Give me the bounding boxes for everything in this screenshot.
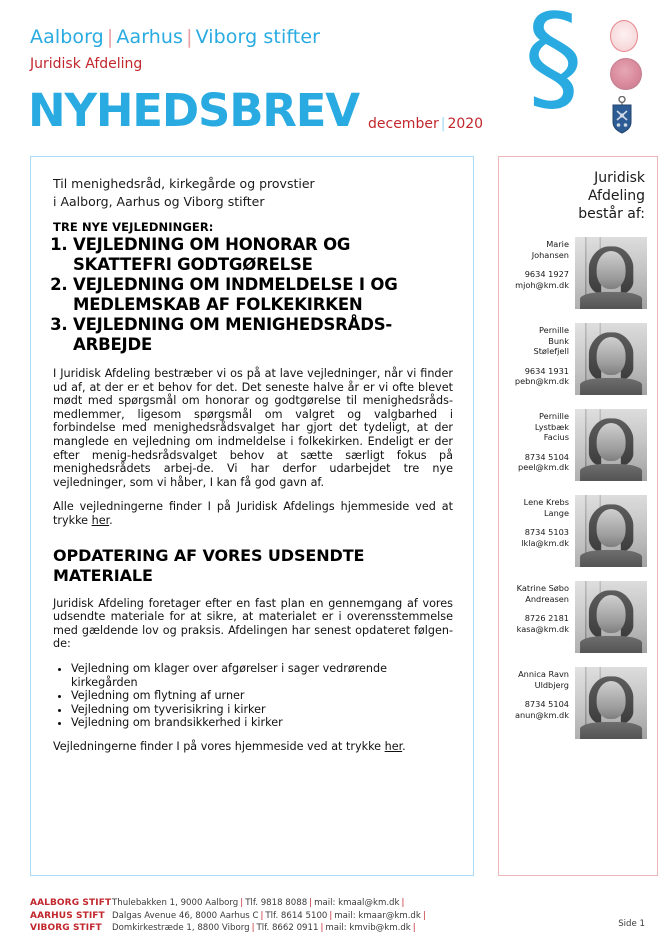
footer-row-aarhus: [30, 910, 645, 923]
staff-phone: 8734 5103: [524, 527, 569, 537]
footer-pipe: |: [260, 910, 264, 921]
list-item: • Vejledning om flytning af urner: [71, 689, 453, 703]
closing-here-link[interactable]: her: [384, 739, 403, 753]
footer-phone: Tlf. 9818 8088: [245, 898, 308, 908]
sidebar-title-line-1: Juridisk: [594, 170, 645, 186]
intro-paragraph: I Juridisk Afdeling bestræber vi os på at lave vejledninger, når vi finder ud af, at der er et behov for det. Det seneste halve år er vi ofte blevet mødt med spørgsmål om honorar og godtgørelse til menighedsråds-medlemmer, ligesom spørgsmål om valgret og valgbarhed i forbindelse med menighedsrådsvalget har gjort det tydeligt, at der manglede en vejledning om indmeldelse i folkekirken. Endeligt er der efter menig-hedsrådsvalget behov at sætte særligt fokus på menighedsrådets arbej-de. Vi har derfor udarbejdet tre nye vejledninger, som vi håber, I kan få god gavn af.: [53, 367, 453, 489]
footer-phone: Tlf. 8614 5100: [265, 910, 328, 921]
section-heading-materiale: OPDATERING AF VORES UDSENDTE MATERIALE: [53, 545, 365, 585]
guides-link-text-before: Alle vejledningerne finder I på Juridisk Afdelings hjemmeside ved at trykke: [53, 500, 453, 527]
footer-address: Thulebakken 1, 9000 Aalborg: [112, 898, 239, 908]
staff-name-line-2: Uldbjerg: [534, 679, 569, 690]
staff-name-line-1: Marie: [546, 239, 569, 249]
closing-link-paragraph: [53, 740, 453, 754]
footer-label: AARHUS STIFT: [30, 910, 105, 921]
staff-name-line-1: Lene Krebs: [523, 497, 569, 507]
footer-pipe: |: [309, 898, 313, 908]
closing-text-after: .: [402, 739, 406, 753]
list-item: • Vejledning om brandsikkerhed i kirker: [71, 716, 453, 730]
staff-card: [499, 409, 657, 481]
addressee-line-2: i Aalborg, Aarhus og Viborg stifter: [53, 194, 265, 209]
staff-name-line-1: Pernille: [539, 411, 569, 421]
addressee-block: [53, 175, 453, 211]
footer-row-aalborg: [30, 897, 645, 910]
aalborg-seal-icon: [610, 20, 638, 52]
footer-pipe: |: [329, 910, 333, 921]
guides-here-link[interactable]: her: [91, 513, 110, 527]
staff-card: [499, 667, 657, 739]
staff-meta: [503, 323, 575, 387]
diocese-aalborg: Aalborg: [30, 26, 104, 48]
staff-meta: [503, 667, 575, 720]
staff-name-line-2: Johansen: [531, 249, 569, 260]
paragraph-section-icon: §: [524, 0, 583, 126]
page-number: Side 1: [618, 919, 645, 929]
footer-label: VIBORG STIFT: [30, 923, 102, 933]
newsletter-masthead: NYHEDSBREV: [28, 84, 359, 137]
footer-mail[interactable]: mail: kmaar@km.dk: [334, 910, 421, 921]
avatar: [575, 581, 647, 653]
footer-pipe: |: [320, 923, 324, 933]
staff-name-line-1: Annica Ravn: [518, 669, 569, 679]
staff-email[interactable]: peel@km.dk: [518, 462, 569, 472]
staff-meta: [503, 409, 575, 473]
closing-text-before: Vejledningerne finder I på vores hjemmeside ved at trykke: [53, 739, 385, 753]
staff-name-line-2: Lystbæk: [534, 421, 569, 432]
page-footer: [30, 897, 645, 935]
list-item: • Vejledning om klager over afgørelser i sager vedrørende kirkegården: [71, 662, 453, 689]
issue-month: december: [368, 116, 439, 132]
updated-materials-list: [53, 662, 453, 730]
page-header: [0, 0, 672, 150]
footer-mail[interactable]: mail: kmaal@km.dk: [314, 898, 400, 908]
staff-card: [499, 323, 657, 395]
sidebar-title: [499, 157, 657, 223]
diocese-aarhus: Aarhus: [116, 26, 184, 48]
main-content-box: [30, 156, 474, 876]
footer-contact: [112, 910, 428, 923]
guide-item-3: 3. VEJLEDNING OM MENIGHEDSRÅDS-ARBEJDE: [73, 315, 453, 355]
staff-name-line-2: Lange: [543, 507, 569, 518]
diocese-brand-line: [30, 26, 320, 48]
footer-mail[interactable]: mail: kmvib@km.dk: [325, 923, 411, 933]
guides-list: [53, 235, 453, 355]
logo: [516, 0, 666, 142]
footer-pipe: |: [251, 923, 255, 933]
guides-kicker: TRE NYE VEJLEDNINGER:: [53, 220, 214, 234]
issue-date: [368, 116, 483, 132]
list-item: • Vejledning om tyverisikring i kirker: [71, 703, 453, 717]
footer-pipe: |: [401, 898, 405, 908]
department-subtitle: Juridisk Afdeling: [30, 56, 143, 72]
brand-separator-2: |: [186, 26, 193, 48]
footer-row-viborg: [30, 922, 645, 935]
footer-label: AALBORG STIFT: [30, 898, 112, 908]
footer-pipe: |: [422, 910, 426, 921]
staff-name-line-3: Stølefjell: [533, 346, 569, 356]
diocese-viborg: Viborg stifter: [195, 26, 321, 48]
staff-sidebar: [498, 156, 658, 876]
staff-email[interactable]: pebn@km.dk: [514, 376, 569, 386]
footer-pipe: |: [240, 898, 244, 908]
staff-name-line-1: Katrine Søbo: [516, 583, 569, 593]
avatar: [575, 667, 647, 739]
issue-year: 2020: [447, 116, 484, 132]
avatar: [575, 323, 647, 395]
issue-separator: |: [440, 116, 446, 132]
guides-link-text-after: .: [109, 513, 113, 527]
footer-phone: Tlf. 8662 0911: [256, 923, 319, 933]
staff-card: [499, 237, 657, 309]
avatar: [575, 409, 647, 481]
staff-email[interactable]: lkla@km.dk: [521, 537, 569, 548]
sidebar-title-line-3: består af:: [578, 206, 645, 222]
staff-phone: 9634 1927: [524, 269, 569, 279]
staff-phone: 8726 2181: [524, 613, 569, 623]
aarhus-seal-icon: [610, 58, 642, 90]
staff-phone: 8734 5104: [524, 699, 569, 709]
avatar: [575, 495, 647, 567]
viborg-shield-icon: [610, 96, 634, 136]
footer-contact: [112, 922, 418, 935]
staff-card: [499, 495, 657, 567]
staff-email[interactable]: kasa@km.dk: [516, 623, 569, 634]
staff-name-line-2: Bunk: [548, 335, 569, 346]
staff-meta: [503, 581, 575, 634]
staff-email[interactable]: mjoh@km.dk: [515, 279, 569, 290]
footer-contact: [112, 897, 406, 910]
addressee-line-1: Til menighedsråd, kirkegårde og provstier: [53, 176, 315, 191]
guide-item-2: 2. VEJLEDNING OM INDMELDELSE I OG MEDLEMSKAB AF FOLKEKIRKEN: [73, 275, 453, 315]
footer-address: Dalgas Avenue 46, 8000 Aarhus C: [112, 910, 259, 921]
footer-pipe: |: [412, 923, 416, 933]
staff-meta: [503, 237, 575, 290]
guide-item-1: 1. VEJLEDNING OM HONORAR OG SKATTEFRI GODTGØRELSE: [73, 235, 453, 275]
staff-card: [499, 581, 657, 653]
staff-phone: 8734 5104: [524, 451, 569, 462]
staff-phone: 9634 1931: [524, 365, 569, 376]
footer-address: Domkirkestræde 1, 8800 Viborg: [112, 923, 250, 933]
staff-name-line-1: Pernille: [539, 325, 569, 335]
staff-name-line-3: Facius: [543, 432, 569, 442]
guides-link-paragraph: [53, 500, 453, 527]
sidebar-title-line-2: Afdeling: [587, 188, 645, 204]
avatar: [575, 237, 647, 309]
staff-meta: [503, 495, 575, 548]
brand-separator-1: |: [106, 26, 114, 48]
staff-name-line-2: Andreasen: [525, 593, 569, 604]
section-paragraph: Juridisk Afdeling foretager efter en fast plan en gennemgang af vores udsendte materiale for at sikre, at materialet er i overensstemmelse med gældende lov og praksis. Afdelingen har senest opdateret følgen-de:: [53, 596, 453, 651]
staff-email[interactable]: anun@km.dk: [514, 709, 569, 720]
